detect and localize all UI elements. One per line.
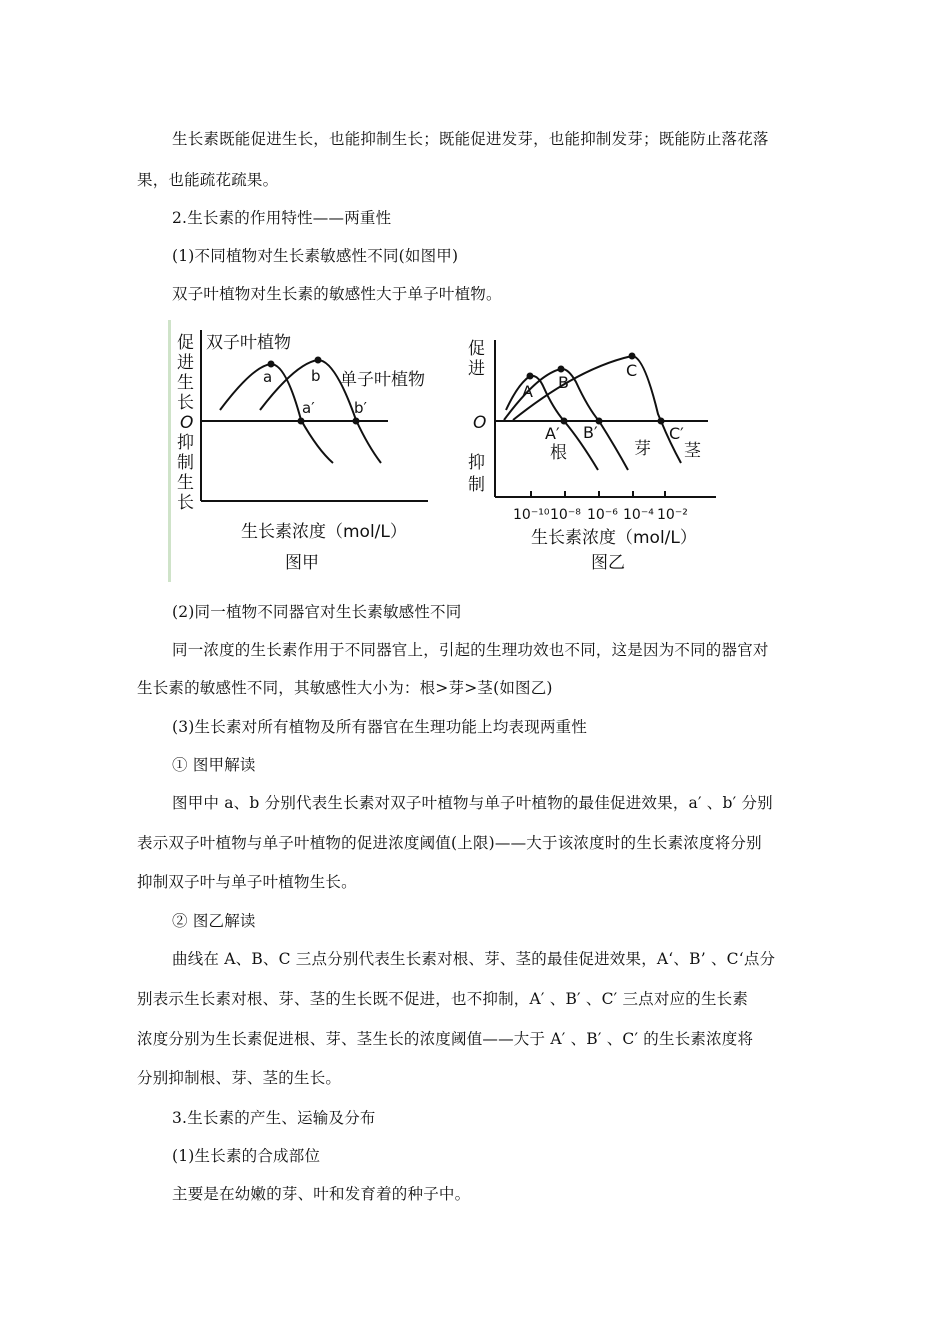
yi-tick-label-3: 10⁻⁶ bbox=[587, 507, 618, 523]
paragraph-line: 分别抑制根、芽、茎的生长。 bbox=[137, 1069, 342, 1087]
jia-dicot-label: 双子叶植物 bbox=[206, 333, 291, 353]
jia-xlabel: 生长素浓度（mol/L） bbox=[241, 522, 407, 542]
paragraph-line: 浓度分别为生长素促进根、芽、茎生长的浓度阈值——大于 A′ 、B′ 、C′ 的生长素浓度将 bbox=[137, 1030, 754, 1048]
paragraph-line: 同一浓度的生长素作用于不同器官上，引起的生理功效也不同，这是因为不同的器官对 bbox=[172, 641, 769, 659]
yi-tick-label-2: 10⁻⁸ bbox=[550, 507, 581, 523]
yi-origin: O bbox=[473, 413, 487, 433]
yi-point-B bbox=[558, 366, 565, 373]
subsection-heading: (1)生长素的合成部位 bbox=[172, 1147, 321, 1165]
jia-ylabel-bottom-1: 抑 bbox=[177, 433, 194, 453]
paragraph-line: 生长素的敏感性不同，其敏感性大小为：根>芽>茎(如图乙) bbox=[137, 679, 553, 697]
paragraph-line: 生长素既能促进生长，也能抑制生长；既能促进发芽，也能抑制发芽；既能防止落花落 bbox=[172, 130, 769, 148]
yi-ylabel-top-1: 促 bbox=[468, 339, 485, 359]
yi-tick-label-4: 10⁻⁴ bbox=[623, 507, 654, 523]
paragraph-line: 图甲中 a、b 分别代表生长素对双子叶植物与单子叶植物的最佳促进效果，a′ 、b′ 分别 bbox=[172, 794, 773, 812]
yi-label-B: B bbox=[558, 373, 569, 392]
yi-organ-root: 根 bbox=[550, 443, 567, 463]
yi-stem-curve bbox=[513, 356, 681, 463]
jia-ylabel-top-2: 进 bbox=[177, 353, 194, 373]
yi-point-A-prime bbox=[561, 418, 568, 425]
yi-ylabel-top-2: 进 bbox=[468, 359, 485, 379]
yi-ylabel-bottom-2: 制 bbox=[468, 475, 485, 495]
jia-point-b bbox=[315, 357, 322, 364]
jia-ylabel-top-4: 长 bbox=[177, 393, 194, 413]
paragraph-line: 双子叶植物对生长素的敏感性大于单子叶植物。 bbox=[172, 285, 502, 303]
yi-caption: 图乙 bbox=[591, 553, 625, 573]
subsection-heading: (1)不同植物对生长素敏感性不同(如图甲) bbox=[172, 247, 459, 265]
jia-label-a: a bbox=[263, 368, 273, 386]
yi-label-B-prime: B′ bbox=[583, 423, 598, 442]
jia-point-a-prime bbox=[298, 418, 305, 425]
paragraph-line: 果，也能疏花疏果。 bbox=[137, 171, 279, 189]
jia-label-b-prime: b′ bbox=[354, 399, 367, 417]
subsection-heading: (3)生长素对所有植物及所有器官在生理功能上均表现两重性 bbox=[172, 718, 588, 736]
jia-ylabel-bottom-2: 制 bbox=[177, 453, 194, 473]
figure-panel bbox=[168, 318, 728, 586]
paragraph-line: 主要是在幼嫩的芽、叶和发育着的种子中。 bbox=[172, 1185, 471, 1203]
paragraph-line: 抑制双子叶与单子叶植物生长。 bbox=[137, 873, 357, 891]
section-heading: 3.生长素的产生、运输及分布 bbox=[172, 1109, 376, 1127]
circled-heading: ① 图甲解读 bbox=[172, 756, 256, 774]
yi-tick-label-5: 10⁻² bbox=[657, 507, 688, 523]
jia-ylabel-bottom-3: 生 bbox=[177, 473, 194, 493]
paragraph-line: 曲线在 A、B、C 三点分别代表生长素对根、芽、茎的最佳促进效果，A‘、B’ 、C‘点分 bbox=[172, 950, 776, 968]
jia-ylabel-bottom-4: 长 bbox=[177, 493, 194, 513]
figure-yi bbox=[495, 340, 716, 497]
yi-label-C-prime: C′ bbox=[669, 424, 684, 443]
yi-point-C-prime bbox=[658, 418, 665, 425]
yi-organ-bud: 芽 bbox=[634, 439, 651, 459]
jia-caption: 图甲 bbox=[285, 553, 319, 573]
yi-organ-stem: 茎 bbox=[684, 441, 701, 461]
yi-label-C: C bbox=[626, 361, 638, 380]
yi-xlabel: 生长素浓度（mol/L） bbox=[531, 528, 697, 548]
yi-label-A-prime: A′ bbox=[545, 424, 560, 443]
jia-ylabel-top-1: 促 bbox=[177, 333, 194, 353]
yi-tick-label-1: 10⁻¹⁰ bbox=[513, 507, 550, 523]
jia-point-a bbox=[268, 361, 275, 368]
jia-monocot-label: 单子叶植物 bbox=[340, 370, 425, 390]
paragraph-line: 别表示生长素对根、芽、茎的生长既不促进，也不抑制，A′ 、B′ 、C′ 三点对应的生长素 bbox=[137, 990, 749, 1008]
paragraph-line: 表示双子叶植物与单子叶植物的促进浓度阈值(上限)——大于该浓度时的生长素浓度将分别 bbox=[137, 834, 762, 852]
subsection-heading: (2)同一植物不同器官对生长素敏感性不同 bbox=[172, 603, 462, 621]
yi-label-A: A bbox=[522, 382, 533, 401]
jia-origin: O bbox=[180, 413, 194, 433]
yi-point-A bbox=[527, 373, 534, 380]
jia-point-b-prime bbox=[353, 418, 360, 425]
yi-ylabel-bottom-1: 抑 bbox=[468, 453, 485, 473]
jia-label-b: b bbox=[311, 367, 321, 385]
yi-point-C bbox=[629, 353, 636, 360]
section-heading: 2.生长素的作用特性——两重性 bbox=[172, 209, 392, 227]
circled-heading: ② 图乙解读 bbox=[172, 912, 256, 930]
jia-label-a-prime: a′ bbox=[302, 399, 315, 417]
jia-ylabel-top-3: 生 bbox=[177, 373, 194, 393]
